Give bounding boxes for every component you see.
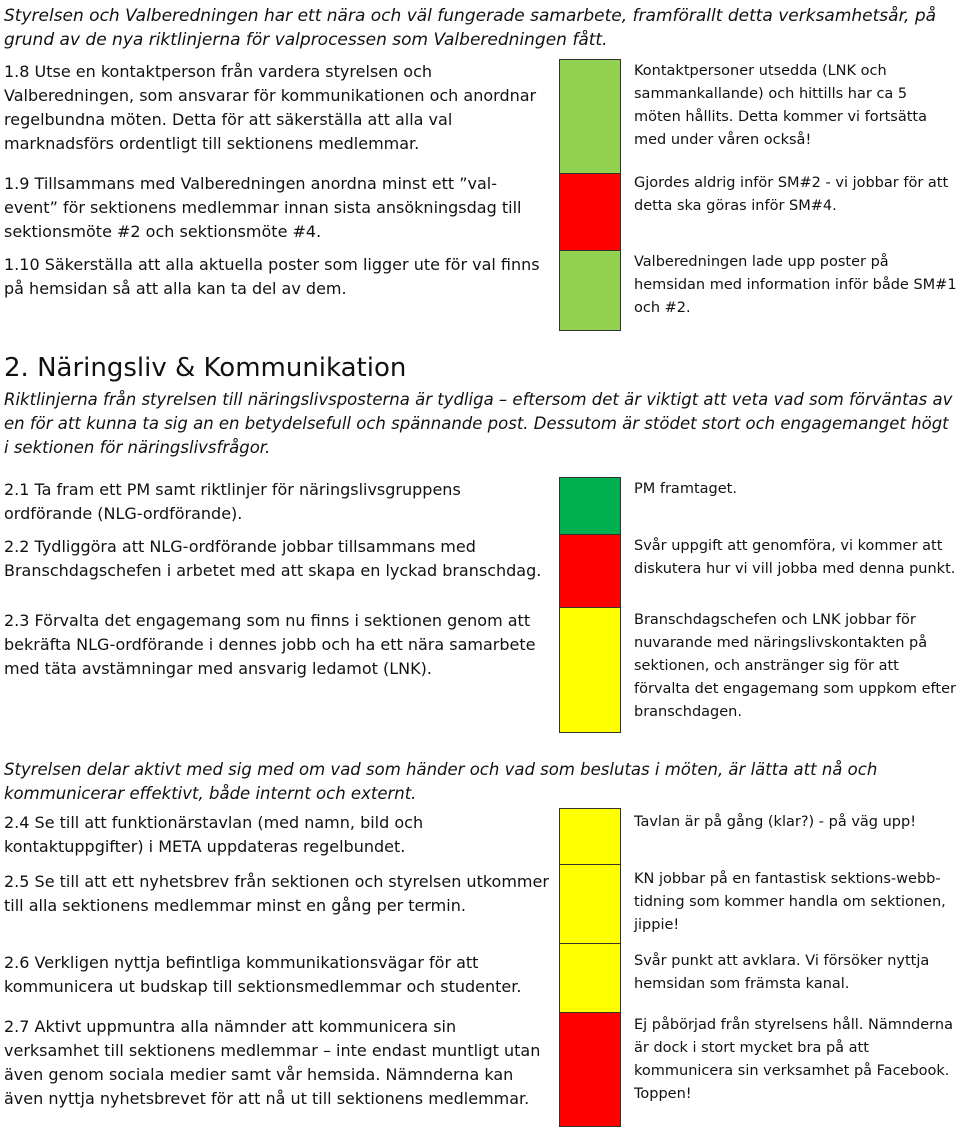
guideline-naringsliv: Riktlinjerna från styrelsen till näringslivsposterna är tydliga – eftersom det är viktigt att veta vad som förväntas av en för att kunna ta sig an en betydelsefull och spännande post. Dessutom är stödet stort och engagemanget högt i sektionen för näringslivsfrågor. bbox=[4, 390, 953, 457]
task-2-4: 2.4 Se till att funktionärstavlan (med namn, bild och kontaktuppgifter) i META uppdateras regelbundet. bbox=[4, 813, 424, 856]
comment-2-7: Ej påbörjad från styrelsens håll. Nämnderna är dock i stort mycket bra på att kommunicera sin verksamhet på Facebook. Toppen! bbox=[634, 1017, 953, 1102]
task-2-7: 2.7 Aktivt uppmuntra alla nämnder att kommunicera sin verksamhet till sektionens medlemmar – inte endast muntligt utan även genom sociala medier samt vår hemsida. Nämnderna kan även nyttja nyhetsbrevet för att nå ut till sektionens medlemmar. bbox=[4, 1017, 541, 1108]
status-2-2 bbox=[559, 534, 621, 608]
comment-2-6: Svår punkt att avklara. Vi försöker nyttja hemsidan som främsta kanal. bbox=[634, 953, 930, 992]
comment-1-8: Kontaktpersoner utsedda (LNK och sammankallande) och hittills har ca 5 möten hållits. Detta kommer vi fortsätta med under våren också! bbox=[634, 63, 928, 148]
comment-1-10: Valberedningen lade upp poster på hemsidan med information inför både SM#1 och #2. bbox=[634, 254, 957, 316]
task-2-5: 2.5 Se till att ett nyhetsbrev från sektionen och styrelsen utkommer till alla sektionens medlemmar minst en gång per termin. bbox=[4, 872, 549, 915]
task-1-10: 1.10 Säkerställa att alla aktuella poster som ligger ute för val finns på hemsidan så att alla kan ta del av dem. bbox=[4, 255, 540, 298]
comment-1-9: Gjordes aldrig inför SM#2 - vi jobbar för att detta ska göras inför SM#4. bbox=[634, 175, 949, 214]
task-1-8: 1.8 Utse en kontaktperson från vardera styrelsen och Valberedningen, som ansvarar för kommunikationen och anordnar regelbundna möten. Detta för att säkerställa att alla val marknadsförs ordentligt till sektionens medlemmar. bbox=[4, 62, 537, 153]
comment-2-5: KN jobbar på en fantastisk sektions-webb-tidning som kommer handla om sektionen, jippie! bbox=[634, 871, 946, 933]
comment-2-2: Svår uppgift att genomföra, vi kommer att diskutera hur vi vill jobba med denna punkt. bbox=[634, 538, 956, 577]
comment-2-1: PM framtaget. bbox=[634, 481, 737, 497]
status-1-9 bbox=[559, 173, 621, 251]
status-2-7 bbox=[559, 1012, 621, 1127]
task-2-2: 2.2 Tydliggöra att NLG-ordförande jobbar tillsammans med Branschdagschefen i arbetet med att skapa en lyckad branschdag. bbox=[4, 537, 542, 580]
section-heading: 2. Näringsliv & Kommunikation bbox=[4, 353, 407, 383]
intro-text: Styrelsen och Valberedningen har ett nära och väl fungerade samarbete, framförallt detta verksamhetsår, på grund av de nya riktlinjerna för valprocessen som Valberedningen fått. bbox=[4, 6, 937, 50]
status-1-8 bbox=[559, 59, 621, 174]
status-2-6 bbox=[559, 943, 621, 1013]
status-2-4 bbox=[559, 808, 621, 865]
task-2-3: 2.3 Förvalta det engagemang som nu finns i sektionen genom att bekräfta NLG-ordförande i dennes jobb och ha ett nära samarbete med täta avstämningar med ansvarig ledamot (LNK). bbox=[4, 611, 536, 678]
task-2-6: 2.6 Verkligen nyttja befintliga kommunikationsvägar för att kommunicera ut budskap till sektionsmedlemmar och studenter. bbox=[4, 953, 522, 996]
status-2-5 bbox=[559, 864, 621, 944]
task-2-1: 2.1 Ta fram ett PM samt riktlinjer för näringslivsgruppens ordförande (NLG-ordförande). bbox=[4, 480, 461, 523]
guideline-kommunikation: Styrelsen delar aktivt med sig med om vad som händer och vad som beslutas i möten, är lätta att nå och kommunicerar effektivt, både internt och externt. bbox=[4, 760, 878, 803]
task-1-9: 1.9 Tillsammans med Valberedningen anordna minst ett ”val-event” för sektionens medlemmar innan sista ansökningsdag till sektionsmöte #2 och sektionsmöte #4. bbox=[4, 174, 522, 241]
status-2-3 bbox=[559, 607, 621, 733]
comment-2-3: Branschdagschefen och LNK jobbar för nuvarande med näringslivskontakten på sektionen, och anstränger sig för att förvalta det engagemang som uppkom efter branschdagen. bbox=[634, 612, 956, 720]
status-1-10 bbox=[559, 250, 621, 331]
comment-2-4: Tavlan är på gång (klar?) - på väg upp! bbox=[634, 814, 917, 830]
status-2-1 bbox=[559, 477, 621, 535]
